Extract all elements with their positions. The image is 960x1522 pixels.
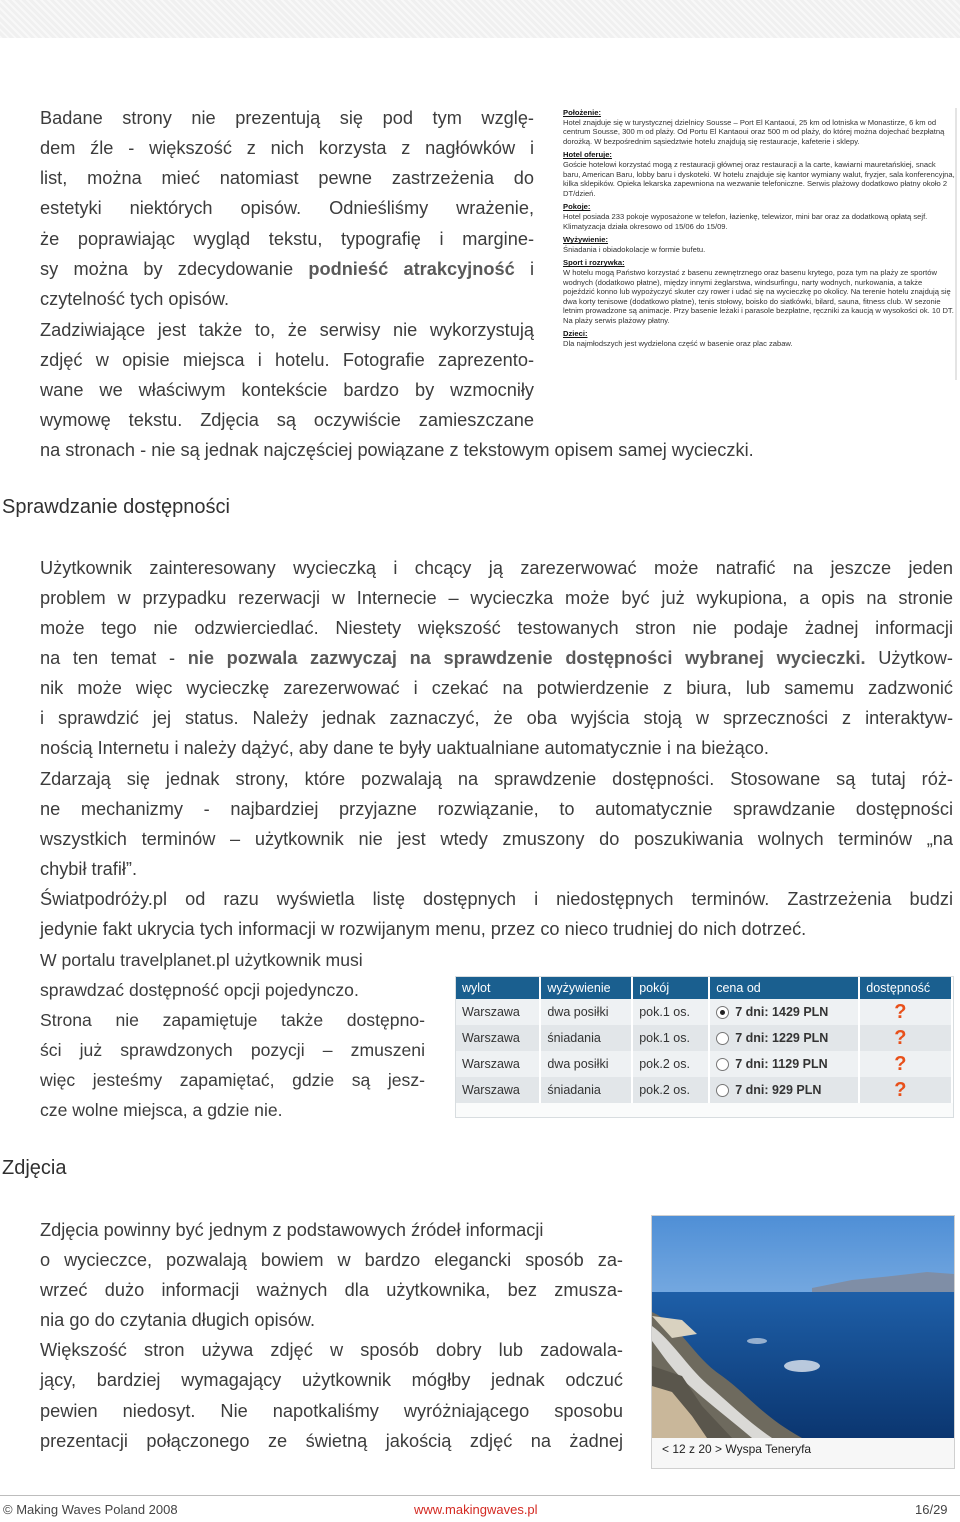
intro-line: czytelność tych opisów. — [40, 289, 230, 309]
col-header-price: cena od — [709, 977, 859, 999]
question-mark-icon[interactable]: ? — [894, 1078, 907, 1101]
col-header-departure: wylot — [456, 977, 540, 999]
body-highlight: nie pozwala zazwyczaj na sprawdzenie dostępności wybranej wycieczki. — [187, 648, 866, 668]
radio-button[interactable] — [716, 1058, 729, 1071]
note-line: wane we właściwym kontekście bardzo by wzmocniły — [40, 380, 534, 400]
body-line: nością Internetu i należy dążyć, aby dane te były uaktualniane automatycznie i na bieżąco. — [40, 738, 769, 758]
hotel-info-box — [563, 108, 957, 380]
cell-availability — [859, 1051, 952, 1077]
body-line: wszystkich terminów – użytkownik nie jest wtedy zmuszony do poszukiwania wolnych terminów „na — [40, 829, 953, 849]
intro-line: estetyki niektórych opisów. Odnieśliśmy wrażenie, — [40, 198, 534, 218]
cell-room: pok.1 os. — [632, 1025, 709, 1051]
body-line: nia go do czytania długich opisów. — [40, 1310, 316, 1330]
body-line: wrzeć dużo informacji ważnych dla użytkownika, bez zmusza- — [40, 1280, 623, 1300]
intro-text: sy można by zdecydowanie — [40, 259, 309, 279]
cell-departure: Warszawa — [456, 1077, 540, 1103]
body-line: o wycieczce, pozwalają bowiem w bardzo elegancki sposób za- — [40, 1250, 623, 1270]
cell-room: pok.1 os. — [632, 999, 709, 1025]
intro-line: dem źle - większość z nich korzysta z nagłówków i — [40, 138, 534, 158]
info-label: Wyżywienie: — [563, 235, 609, 245]
price-text: 7 dni: 1429 PLN — [735, 1004, 829, 1019]
body-line: W portalu travelplanet.pl użytkownik musi — [40, 950, 363, 970]
note-line: wymowę tekstu. Zdjęcia są oczywiście zamieszczane — [40, 410, 534, 430]
info-label: Położenie: — [563, 108, 601, 117]
cell-departure: Warszawa — [456, 1051, 540, 1077]
info-section-rooms — [563, 202, 955, 231]
intro-line — [40, 254, 534, 284]
body-line: jący, bardziej wymagający użytkownik mógłby jednak odczuć — [40, 1370, 623, 1390]
table-row[interactable] — [456, 999, 952, 1025]
footer-copyright: © Making Waves Poland 2008 — [3, 1502, 178, 1517]
body-line: Większość stron używa zdjęć w sposób dobry lub zadowala- — [40, 1340, 623, 1360]
question-mark-icon[interactable]: ? — [894, 1000, 907, 1023]
col-header-availability: dostępność — [859, 977, 952, 999]
info-label: Pokoje: — [563, 202, 591, 212]
body-line: chybił trafił”. — [40, 859, 138, 879]
intro-line: list, można mieć natomiast pewne zastrzeżenia do — [40, 168, 534, 188]
body-line: więc jesteśmy zapamiętać, gdzie są jesz- — [40, 1070, 425, 1090]
table-row[interactable] — [456, 1051, 952, 1077]
body-line — [40, 643, 953, 673]
body-line: nik może więc wycieczkę zarezerwować i czekać na potwierdzenie z biura, lub samemu zadzwonić — [40, 678, 953, 698]
note-line: Zadziwiające jest także to, że serwisy nie wykorzystują — [40, 320, 534, 340]
cell-room: pok.2 os. — [632, 1077, 709, 1103]
body-text: Użytkow- — [865, 648, 953, 668]
price-text: 7 dni: 1129 PLN — [735, 1056, 828, 1071]
body-line: sprawdzać dostępność opcji pojedynczo. — [40, 980, 359, 1000]
info-text: Goście hotelowi korzystać mogą z restauracji głównej oraz restauracji a la carte, kawiarni mauretańskiej, snack baru, American Baru, lobby baru i dyskoteki. W hotelu znajduje się kantor wymiany walut, fryzjer, sala konferencyjna, kilka sklepików. Opieka lekarska zapewniona na wezwanie telefoniczne. Serwis plażowy dodatkowo płatny około 2 DT/dzień. — [563, 159, 955, 198]
body-line: Zdarzają się jednak strony, które pozwalają na sprawdzenie dostępności. Stosowane są tutaj róż- — [40, 769, 953, 789]
body-line: i sprawdzić jej status. Należy jednak zaznaczyć, że oba wyjścia stoją w sprzeczności z interaktyw- — [40, 708, 953, 728]
radio-button[interactable] — [716, 1006, 729, 1019]
body-text: na ten temat - — [40, 648, 188, 668]
body-line: prezentacji połączonego ze świetną jakością zdjęć na żadnej — [40, 1431, 623, 1451]
cell-availability — [859, 1025, 952, 1051]
note-line: zdjęć w opisie miejsca i hotelu. Fotografie zaprezento- — [40, 350, 534, 370]
body-line: Światpodróży.pl od razu wyświetla listę dostępnych i niedostępnych terminów. Zastrzeżenia budzi — [40, 889, 953, 909]
photo-image — [652, 1216, 954, 1438]
info-text: Hotel posiada 233 pokoje wyposażone w telefon, łazienkę, telewizor, mini bar oraz za dodatkową opłatą sejf. Klimatyzacja działa okresowo od 15/06 do 15/09. — [563, 211, 928, 231]
body-line: problem w przypadku rezerwacji w Internecie – wycieczka może być już wykupiona, a opis na stronie — [40, 588, 953, 608]
intro-highlight: podnieść atrakcyjność — [308, 259, 515, 279]
cell-departure: Warszawa — [456, 999, 540, 1025]
footer-website-link[interactable]: www.makingwaves.pl — [414, 1502, 538, 1517]
cell-availability — [859, 1077, 952, 1103]
info-label: Sport i rozrywka: — [563, 258, 625, 268]
info-text: Dla najmłodszych jest wydzielona część w basenie oraz plac zabaw. — [563, 339, 793, 349]
body-line: ści już sprawdzonych pozycji – zmuszeni — [40, 1040, 425, 1060]
intro-line: Badane strony nie prezentują się pod tym wzglę- — [40, 108, 534, 128]
intro-text: i — [514, 259, 535, 279]
footer-page-number: 16/29 — [915, 1502, 948, 1517]
cell-price — [709, 999, 859, 1025]
price-text: 7 dni: 929 PLN — [735, 1082, 822, 1097]
table-row[interactable] — [456, 1077, 952, 1103]
cell-board: śniadania — [540, 1077, 632, 1103]
price-text: 7 dni: 1229 PLN — [735, 1030, 829, 1045]
body-line: Użytkownik zainteresowany wycieczką i chcący ją zarezerwować może natrafić na jeszcze jeden — [40, 558, 953, 578]
table-row[interactable] — [456, 1025, 952, 1051]
body-line: Strona nie zapamiętuje także dostępno- — [40, 1010, 425, 1030]
note-line: na stronach - nie są jednak najczęściej powiązane z tekstowym opisem samej wycieczki. — [40, 440, 754, 460]
radio-button[interactable] — [716, 1084, 729, 1097]
photo-caption[interactable]: < 12 z 20 > Wyspa Teneryfa — [662, 1442, 812, 1456]
info-label: Hotel oferuje: — [563, 150, 612, 160]
info-section-sport — [563, 258, 955, 325]
body-line: może tego nie odzwierciedlać. Niestety większość testowanych stron nie podaje żadnej informacji — [40, 618, 953, 638]
cell-departure: Warszawa — [456, 1025, 540, 1051]
body-line: ne mechanizmy - najbardziej przyjazne rozwiązanie, to automatycznie sprawdzanie dostępności — [40, 799, 953, 819]
cell-availability — [859, 999, 952, 1025]
info-section-board — [563, 235, 955, 254]
info-section-offer — [563, 150, 955, 198]
col-header-board: wyżywienie — [540, 977, 632, 999]
info-text: Hotel znajduje się w turystycznej dzielnicy Sousse – Port El Kantaoui, 25 km od lotniska w Monastirze, 6 km od centrum Sousse, 300 m od plaży. Od Portu El Kantaoui oraz 500 m od plaży, do której można dojechać bezpłatną dorożką. W bezpośrednim sąsiedztwie hotelu znajdują się restauracje, kafeterie i sklepy. — [563, 117, 945, 146]
top-pattern-bar — [0, 0, 960, 38]
intro-line: że poprawiając wygląd tekstu, typografię i margine- — [40, 229, 534, 249]
cell-price — [709, 1077, 859, 1103]
body-line: jedynie fakt ukrycia tych informacji w rozwijanym menu, przez co nieco trudniej do nich dotrzeć. — [40, 919, 807, 939]
col-header-room: pokój — [632, 977, 709, 999]
info-text: W hotelu mogą Państwo korzystać z basenu zewnętrznego oraz basenu krytego, poza tym na plaży ze sportów wodnych (dodatkowo płatne), między innymi żeglarstwa, windsurfingu, narty wodnych, nurkowania, a także pojeździć konno lub wypożyczyć skuter czy rower i udać się na wycieczkę po okolicy. Na terenie hotelu znajdują się dwa korty tenisowe (dodatkowo płatne), tenis stołowy, boisko do siatkówki, bilard, sauna, fitness club. W sezonie letnim prowadzone są animacje. Przy basenie leżaki i parasole bezpłatne, ręczniki za kaucją w wysokości ok. 10 DT. Na plaży serwis plażowy płatny. — [563, 267, 954, 325]
radio-button[interactable] — [716, 1032, 729, 1045]
body-line: Zdjęcia powinny być jednym z podstawowych źródeł informacji — [40, 1220, 544, 1240]
info-section-location — [563, 108, 955, 146]
section-title-photos: Zdjęcia — [2, 1157, 67, 1179]
cell-room: pok.2 os. — [632, 1051, 709, 1077]
cell-board: dwa posiłki — [540, 999, 632, 1025]
body-line: cze wolne miejsca, a gdzie nie. — [40, 1100, 283, 1120]
body-line: pewien niedosyt. Nie napotkaliśmy wyróżniającego sposobu — [40, 1401, 623, 1421]
info-text: Śniadania i obiadokolacje w formie bufetu. — [563, 244, 706, 254]
section-title-availability: Sprawdzanie dostępności — [2, 496, 230, 518]
question-mark-icon[interactable]: ? — [894, 1026, 907, 1049]
cell-board: śniadania — [540, 1025, 632, 1051]
info-label: Dzieci: — [563, 329, 588, 339]
footer-divider — [0, 1495, 960, 1496]
tenerife-photo[interactable] — [651, 1215, 955, 1469]
availability-table — [455, 976, 954, 1118]
cell-price — [709, 1025, 859, 1051]
cell-price — [709, 1051, 859, 1077]
question-mark-icon[interactable]: ? — [894, 1052, 907, 1075]
info-section-children — [563, 329, 955, 348]
cell-board: dwa posiłki — [540, 1051, 632, 1077]
